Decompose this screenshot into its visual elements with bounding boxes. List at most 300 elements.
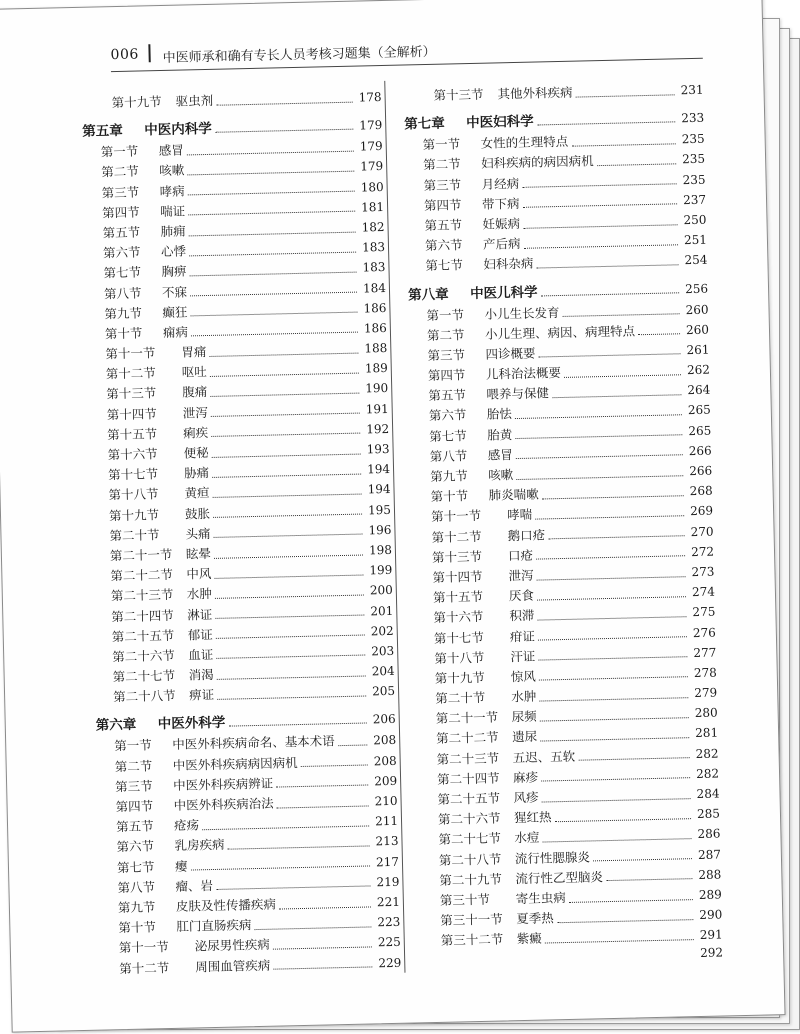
dot-leader [338,737,368,747]
book-title: 中医师承和确有专长人员考核习题集（全解析） [162,44,436,66]
toc-entry-page: 254 [684,252,708,268]
toc-entry-label: 第七节 [116,858,155,875]
toc-entry-title: 喘证 [159,203,186,219]
dot-leader [522,175,677,188]
toc-entry-label: 第十九节 [434,669,485,686]
toc-entry-label: 第七节 [103,264,142,281]
toc-entry-page: 210 [374,793,398,809]
toc-entry-label: 第四节 [101,204,140,221]
dot-leader [279,898,371,909]
toc-entry-page: 191 [365,401,389,417]
toc-entry-label: 第二节 [426,326,465,343]
toc-entry-label: 第三十节 [439,891,491,908]
dot-leader [541,790,690,802]
toc-entry-title: 水肿 [186,586,213,602]
toc-entry-page: 286 [697,826,721,842]
dot-leader [187,163,354,176]
toc-entry-page: 194 [367,482,391,497]
toc-entry-page: 179 [359,118,383,133]
toc-entry-title: 泌尿男性疾病 [194,937,270,954]
toc-entry-label: 第一节 [100,143,139,160]
toc-entry-title: 妇科疾病的病因病机 [480,153,594,172]
toc-entry-page: 261 [686,342,710,358]
toc-entry-page: 260 [685,322,710,337]
dot-leader [539,689,688,701]
toc-entry-label: 第三十一节 [440,911,503,928]
dot-leader [569,891,693,903]
toc-entry-title: 肛门直肠疾病 [176,917,252,934]
toc-entry-title: 妊娠病 [482,215,521,232]
dot-leader [189,223,356,236]
toc-entry-page: 282 [695,766,720,781]
dot-leader [571,135,676,146]
dot-leader [575,86,674,97]
dot-leader [189,243,356,256]
dot-leader [535,507,684,519]
dot-leader [216,93,353,105]
toc-entry-title: 泄泻 [508,567,534,584]
dot-leader [215,586,364,598]
toc-entry-title: 积滞 [509,607,535,624]
toc-entry-title: 中医外科疾病病因病机 [172,754,298,773]
toc-entry-page: 277 [693,645,717,660]
toc-entry-page: 250 [683,212,707,228]
dot-leader [554,810,691,822]
toc-entry-label: 第二十八节 [438,851,502,868]
toc-entry-label: 第二十七节 [438,830,502,848]
toc-entry-label: 第二十七节 [112,667,176,685]
toc-entry-label: 第四节 [427,367,466,384]
toc-entry-page: 262 [686,362,711,378]
toc-entry-page: 278 [693,665,717,680]
toc-entry-label: 第二十四节 [111,607,174,624]
dot-leader [214,566,363,578]
toc-entry-page: 270 [690,524,714,539]
dot-leader [538,346,680,358]
toc-entry-label: 第十三节 [431,548,483,565]
toc-entry-label: 第二十二节 [436,729,499,747]
toc-entry-title: 哮病 [159,183,185,199]
toc-entry-title: 流行性乙型脑炎 [515,868,604,886]
toc-entry-page: 203 [371,643,395,659]
dot-leader [539,669,688,681]
toc-entry-label: 第十二节 [431,528,482,545]
dot-leader [211,405,360,417]
toc-entry-page: 274 [691,584,716,600]
toc-entry-title: 麻疹 [512,769,539,785]
toc-entry-label: 第一节 [114,737,152,754]
toc-entry-page: 182 [361,219,385,235]
toc-entry-label: 第八节 [429,447,468,464]
toc-entry-page: 183 [361,240,386,255]
dot-leader [537,114,676,126]
toc-entry-title: 四诊概要 [485,345,536,362]
toc-entry-title: 胎黄 [487,426,513,443]
toc-entry-title: 带下病 [481,195,520,212]
toc-entry-label: 第十一节 [105,345,156,362]
toc-entry-label: 第九节 [117,899,156,916]
toc-entry-label: 第三节 [427,347,466,363]
dot-leader [523,216,678,229]
toc-entry-label: 第十四节 [106,405,157,422]
dot-leader [515,426,682,439]
toc-entry-label: 第五章 [82,123,123,140]
toc-entry-title: 泄泻 [182,404,208,421]
dot-leader [540,284,679,296]
dot-leader [597,155,677,166]
toc-entry-page: 235 [682,172,706,187]
toc-entry-page: 186 [363,300,387,316]
dot-leader [536,256,678,268]
dot-leader [216,647,365,659]
toc-entry-page: 284 [696,786,720,802]
dot-leader [227,837,369,849]
toc-entry-page: 211 [374,813,399,829]
toc-entry-title: 胎怯 [486,406,513,423]
toc-entry-label: 第二十节 [109,526,160,544]
toc-entry-title: 妇科杂病 [483,255,534,273]
toc-entry-label: 第十三节 [433,86,484,103]
toc-entry-title: 中医妇科学 [466,113,534,132]
toc-entry-label: 第十八节 [108,486,159,503]
toc-entry-title: 鼓胀 [184,505,211,522]
toc-entry-page: 256 [684,281,709,296]
toc-entry-title: 血证 [188,646,214,663]
dot-leader [190,304,357,317]
toc-entry-label: 第七节 [429,427,467,444]
toc-entry-label: 第二十四节 [436,770,500,787]
page-number: 006 [110,46,139,64]
toc-entry-label: 第十九节 [108,506,160,523]
toc-entry-page: 219 [376,874,400,890]
dot-leader [522,196,677,209]
toc-entry-label: 第二节 [101,163,139,180]
toc-entry-title: 疳证 [509,628,536,644]
toc-entry-label: 第二十六节 [437,810,501,828]
toc-entry-page: 188 [364,340,388,356]
toc-entry-title: 呕吐 [181,364,207,380]
toc-entry-page: 292 [700,944,724,960]
toc-entry-title: 疮疡 [173,817,200,834]
toc-entry-page: 265 [687,403,711,418]
toc-entry-title: 周围血管疾病 [195,957,271,974]
toc-entry-page: 186 [363,320,388,336]
toc-entry-page: 290 [699,907,723,923]
toc-entry-page: 233 [681,110,705,126]
toc-entry-label: 第九节 [430,468,468,484]
toc-entry-title: 水肿 [511,688,537,705]
toc-entry-label: 第六节 [424,237,463,254]
dot-leader [212,445,361,457]
dot-leader [562,305,679,317]
toc-entry-page: 288 [698,867,722,882]
dot-leader [542,830,691,842]
dot-leader [540,709,689,721]
toc-entry-page: 275 [692,604,716,620]
toc-entry-label: 第十五节 [107,425,158,443]
toc-entry-page: 202 [370,623,394,639]
toc-entry-label: 第十九节 [111,93,162,111]
toc-entry-page: 225 [377,935,401,950]
toc-entry-page: 198 [368,542,393,558]
toc-entry-label: 第二十六节 [112,647,175,665]
toc-entry-title: 中医外科疾病治法 [173,795,274,813]
toc-section-entry [81,87,381,114]
toc-entry-label: 第七章 [404,115,445,133]
toc-entry-label: 第三节 [423,176,462,193]
toc-entry-title: 胃痛 [181,344,207,360]
toc-entry-title: 皮肤及性传播疾病 [175,896,277,914]
toc-entry-page: 190 [365,381,389,396]
dot-leader [210,385,359,397]
toc-entry-title: 痢疾 [183,424,209,441]
dot-leader [540,729,689,741]
dot-leader [228,715,367,727]
toc-entry-page: 291 [699,927,723,943]
toc-entry-page: 204 [371,663,395,679]
toc-entry-title: 感冒 [158,142,184,159]
toc-entry-title: 厌食 [508,587,535,604]
toc-entry-label: 第五节 [102,224,141,241]
toc-entry-page: 268 [689,483,713,499]
toc-entry-label: 第六节 [428,407,467,424]
toc-entry-page: 179 [359,139,383,154]
dot-leader [542,487,684,499]
toc-entry-title: 小儿生理、病因、病理特点 [484,322,636,342]
toc-entry-label: 第十六节 [107,446,158,463]
toc-entry-label: 第五节 [115,818,154,835]
toc-entry-title: 喂养与保健 [486,385,550,402]
toc-entry-title: 汗证 [510,648,536,664]
dot-leader [188,183,355,196]
toc-entry-title: 中医外科疾病命名、基本术语 [172,733,335,753]
toc-entry-title: 腹痛 [182,384,208,401]
toc-entry-label: 第四节 [115,798,154,815]
dot-leader [214,546,363,558]
toc-entry-page: 231 [680,82,704,98]
dot-leader [516,447,683,460]
toc-entry-label: 第二十五节 [111,627,175,644]
toc-entry-label: 第二节 [114,757,153,774]
dot-leader [191,324,358,337]
toc-entry-label: 第十六节 [433,609,484,626]
dot-leader [536,548,685,560]
toc-entry-title: 中医儿科学 [469,284,538,302]
dot-leader [190,284,357,297]
toc-entry-title: 儿科治法概要 [485,365,562,382]
toc-entry-page: 179 [360,159,384,174]
toc-left-column [81,87,401,979]
toc-entry-title: 瘤、岩 [175,877,214,894]
toc-entry-title: 紫癜 [516,930,542,947]
toc-entry-page: 265 [688,423,712,438]
dot-leader [209,344,358,356]
dot-leader [273,938,372,949]
dot-leader [545,931,694,943]
toc-entry-page: 223 [377,914,401,930]
toc-entry-page: 192 [366,421,390,437]
toc-entry-label: 第五节 [428,387,467,404]
toc-entry-label: 第十三节 [106,385,157,402]
toc-entry-page: 266 [689,463,713,479]
dot-leader [273,959,372,970]
toc-entry-page: 280 [694,705,718,721]
toc-entry-page: 195 [367,502,392,517]
toc-entry-title: 月经病 [481,175,520,192]
toc-entry-page: 289 [698,887,722,902]
toc-entry-title: 哮喘 [506,507,533,523]
toc-entry-page: 181 [361,199,385,215]
toc-entry-label: 第二十一节 [109,546,173,564]
toc-entry-label: 第二十一节 [435,709,499,727]
toc-entry-label: 第十节 [430,488,469,505]
toc-entry-title: 尿频 [511,708,537,725]
toc-entry-title: 头痛 [185,525,211,542]
toc-entry-title: 咳嗽 [159,162,185,179]
toc-entry-page: 273 [691,564,715,580]
toc-entry-label: 第三节 [115,778,153,795]
dot-leader [217,687,366,699]
dot-leader [593,850,692,861]
dot-leader [606,870,693,881]
toc-entry-page: 208 [373,733,397,748]
toc-entry-title: 流行性腮腺炎 [514,849,591,866]
toc-entry-page: 285 [696,806,721,822]
toc-entry-title: 消渴 [188,667,214,683]
toc-entry-title: 女性的生理特点 [480,133,569,151]
toc-entry-page: 183 [362,260,386,275]
toc-entry-title: 风疹 [513,789,539,806]
toc-entry-label: 第十七节 [107,466,159,483]
toc-entry-title: 眩晕 [185,545,212,562]
toc-entry-page: 287 [697,847,722,862]
dot-leader [537,588,686,600]
toc-entry-title: 淋证 [187,606,213,623]
toc-entry-page: 281 [695,725,719,741]
toc-entry-page: 194 [366,462,391,477]
toc-entry-label: 第二十九节 [439,871,503,888]
toc-entry-title: 感冒 [487,446,513,463]
toc-entry-label: 第十二节 [119,959,170,976]
toc-entry-page: 221 [376,894,401,910]
toc-entry-page: 178 [358,89,382,105]
dot-leader [578,749,690,761]
toc-entry-label: 第六章 [95,717,137,735]
toc-entry-label: 第二十五节 [437,790,501,807]
toc-entry-label: 第八节 [117,879,156,895]
dot-leader [516,467,683,480]
toc-entry-title: 遗尿 [511,729,538,745]
toc-entry-title: 中医外科学 [157,715,226,733]
toc-entry-title: 痫病 [162,324,189,340]
toc-entry-title: 胁痛 [183,465,210,481]
toc-entry-page: 180 [360,179,384,195]
toc-entry-page: 279 [694,685,718,701]
toc-entry-label: 第十七节 [433,629,485,646]
toc-entry-page: 266 [688,443,712,458]
dot-leader [213,506,362,518]
toc-entry-label: 第三十二节 [440,931,504,949]
dot-leader [211,425,360,437]
dot-leader [213,526,362,538]
toc-entry-page: 205 [372,684,396,699]
dot-leader [188,203,355,216]
dot-leader [301,757,368,768]
toc-entry-label: 第二十八节 [112,688,176,705]
header-separator [148,44,150,62]
toc-entry-label: 第八节 [103,284,142,301]
dot-leader [216,627,365,639]
dot-leader [276,777,368,788]
toc-entry-title: 黄疸 [184,485,210,501]
dot-leader [536,568,685,580]
toc-entry-title: 咳嗽 [488,467,514,483]
toc-entry-title: 肺炎喘嗽 [488,486,539,503]
toc-entry-label: 第三节 [101,184,140,200]
toc-entry-page: 260 [685,302,709,317]
toc-entry-title: 不寐 [161,283,188,300]
toc-entry-page: 264 [687,382,711,398]
dot-leader [215,607,364,619]
toc-entry-title: 乳房疾病 [174,837,225,854]
toc-entry-label: 第十一节 [430,508,482,525]
toc-entry-label: 第二十节 [435,689,486,706]
toc-entry-page: 229 [378,955,402,970]
toc-entry-label: 第二十三节 [436,750,500,767]
toc-entry-title: 小儿生长发育 [484,304,560,322]
toc-entry-page: 235 [682,152,706,167]
dot-leader [541,770,690,782]
dot-leader [523,236,678,249]
toc-entry-label: 第十五节 [432,588,484,606]
toc-entry-title: 驱虫剂 [175,92,214,109]
toc-entry-title: 中风 [186,566,212,582]
toc-entry-page: 235 [681,131,705,147]
toc-entry-title: 便秘 [183,445,209,461]
toc-right-column [403,80,723,972]
toc-entry-page: 208 [373,753,397,768]
toc-entry-page: 199 [369,562,393,578]
page-header [110,30,703,72]
toc-entry-label: 第十二节 [105,365,156,382]
dot-leader [564,366,681,378]
toc-entry-page: 251 [683,232,708,248]
toc-entry-title: 鹅口疮 [507,526,546,543]
toc-entry-label: 第八章 [407,286,449,303]
dot-leader [552,386,682,398]
toc-entry-title: 癫狂 [162,304,188,320]
dot-leader [538,628,687,640]
toc-entry-page: 189 [364,361,388,376]
toc-entry-label: 第十节 [104,325,143,342]
toc-entry-title: 猩红热 [513,809,552,826]
dot-leader [277,797,369,808]
dot-leader [212,486,361,498]
toc-entry-title: 胸痹 [161,263,187,280]
toc-entry-label: 第五节 [424,217,463,233]
dot-leader [217,667,366,679]
toc-entry-page: 272 [690,544,715,559]
toc-entry-title: 瘿 [174,858,188,874]
dot-leader [216,878,371,891]
dot-leader [202,817,369,830]
toc-entry-page: 196 [368,522,392,538]
toc-entry-label: 第二十三节 [110,587,174,604]
toc-entry-page: 237 [682,192,707,207]
dot-leader [210,364,359,376]
toc-entry-title: 寄生虫病 [515,889,566,907]
toc-entry-page: 201 [370,603,394,618]
